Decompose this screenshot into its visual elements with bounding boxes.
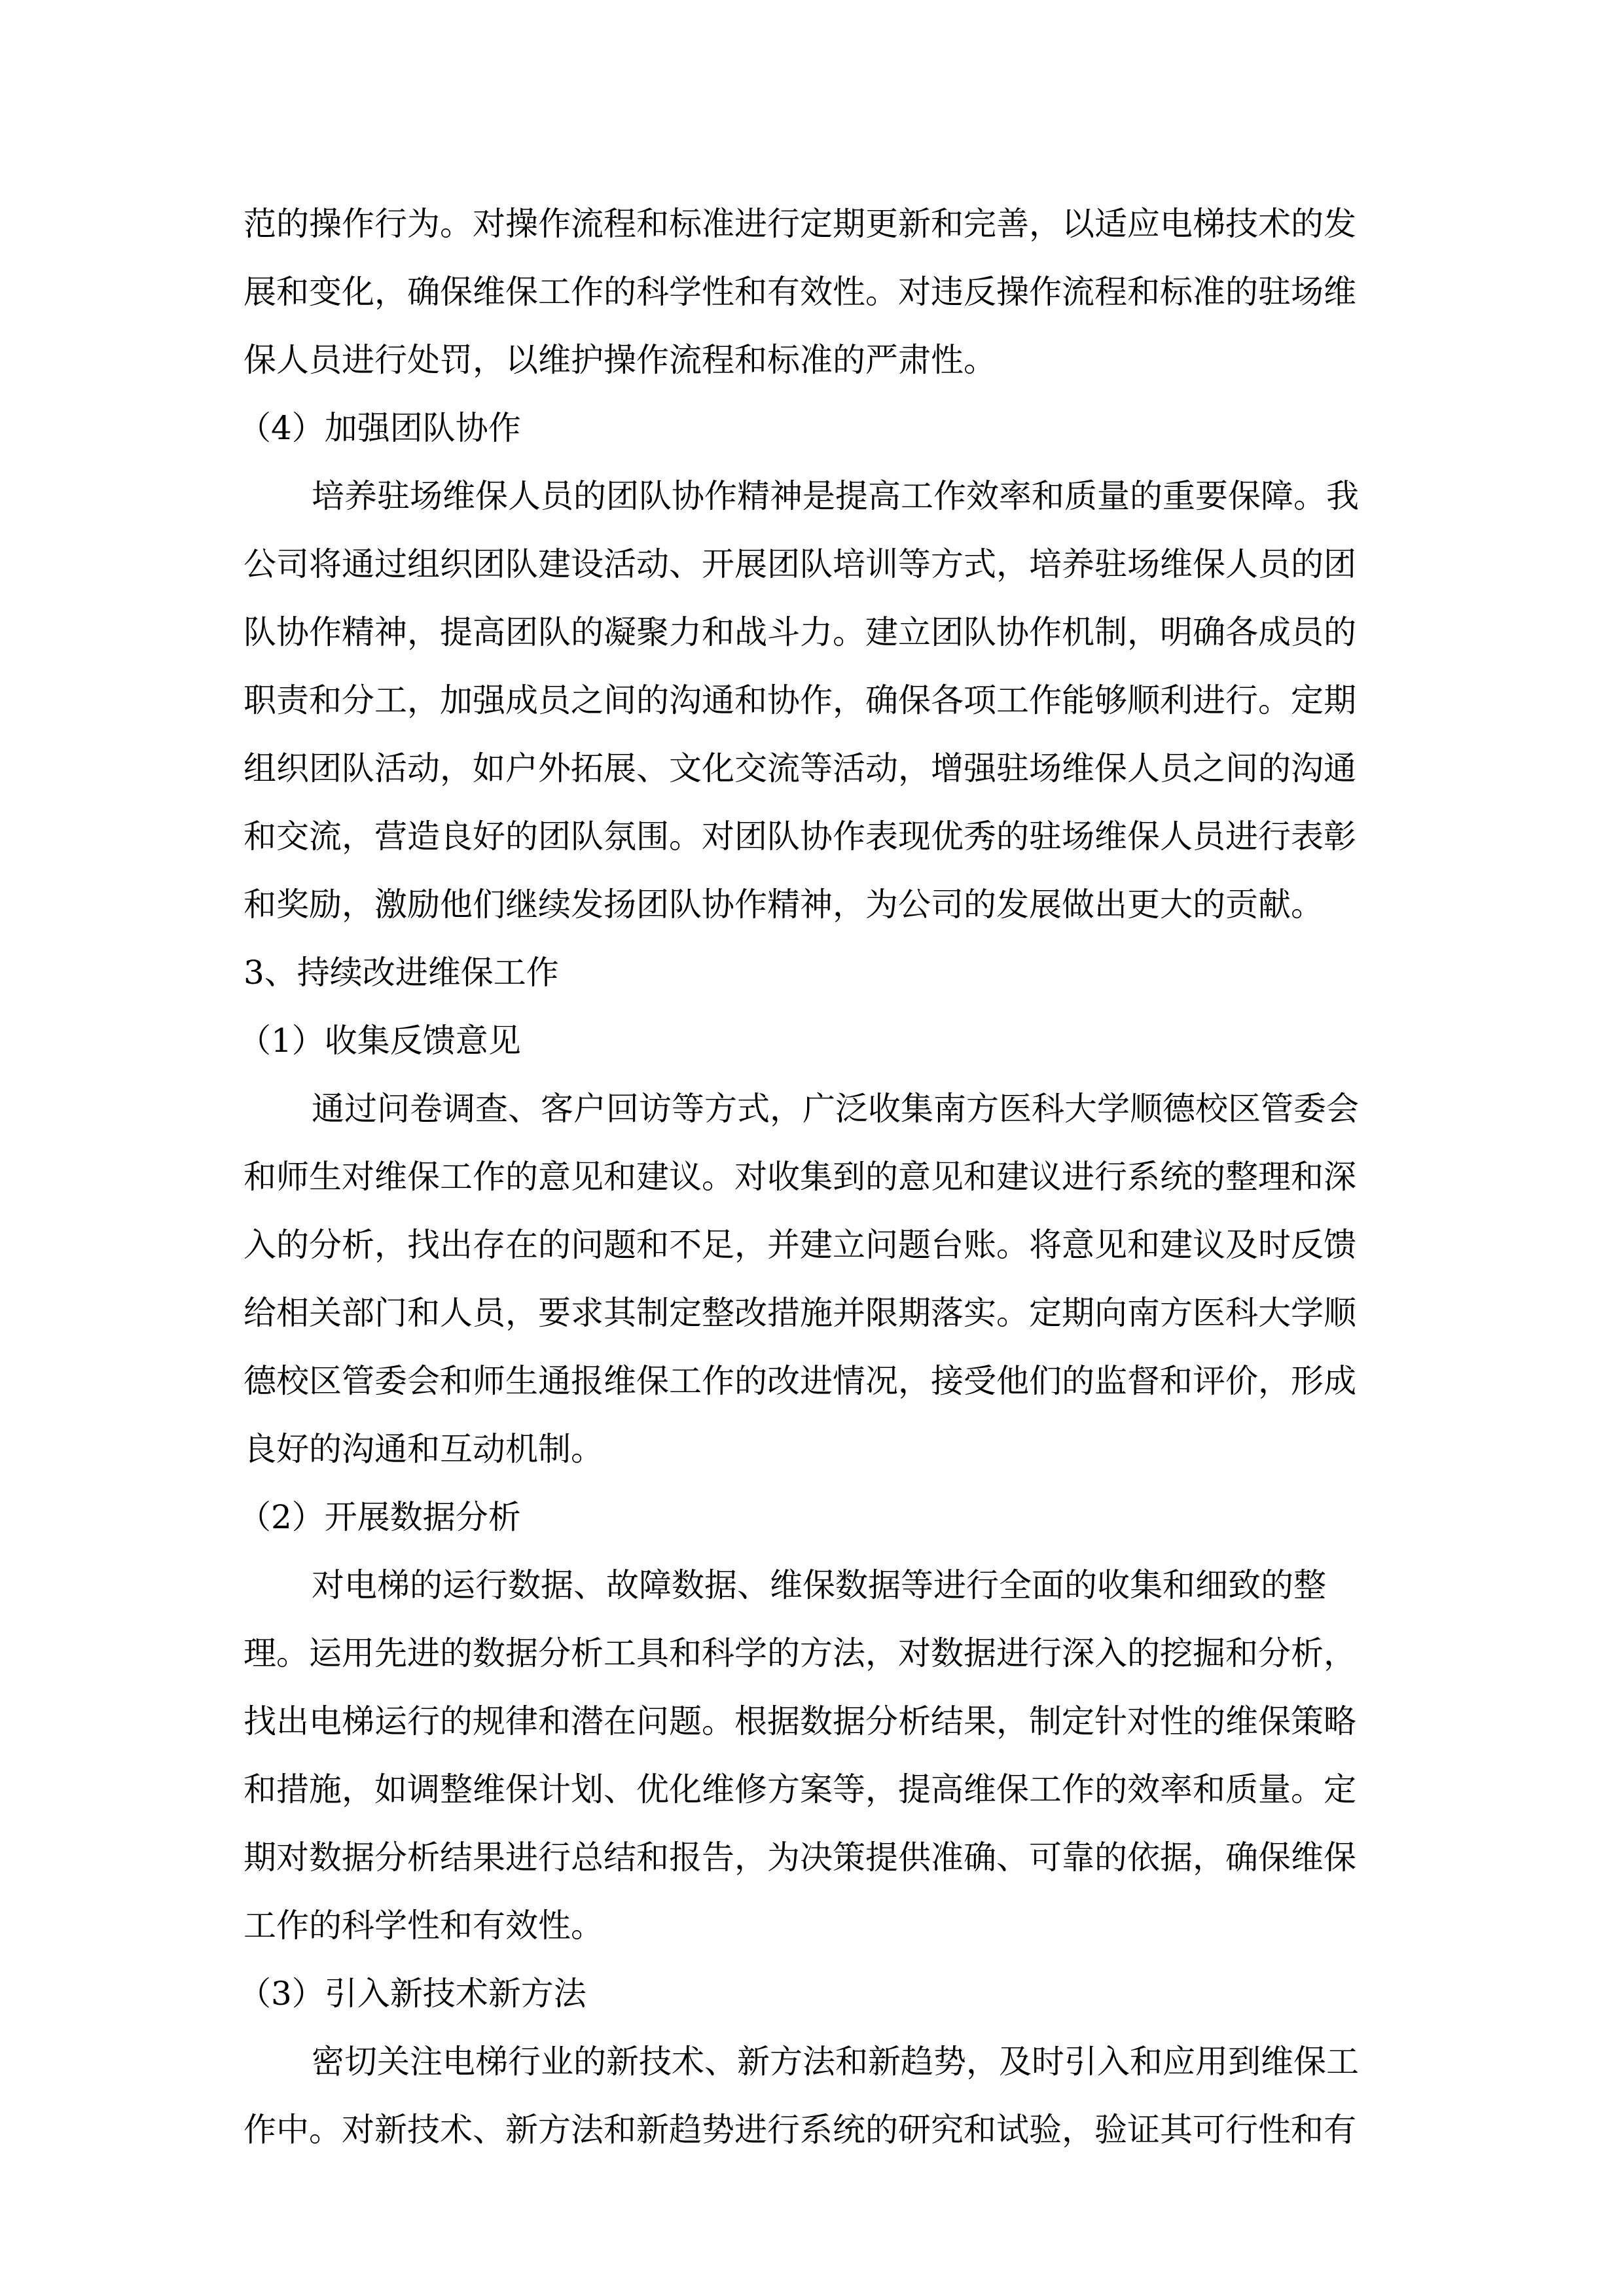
paragraph-data-analysis — [244, 1551, 1376, 1960]
paragraph-line: 范的操作行为。对操作流程和标准进行定期更新和完善，以适应电梯技术的发 — [244, 205, 1356, 243]
subheading-collect-feedback: （1）收集反馈意见 — [238, 1022, 521, 1060]
paragraph-line: 展和变化，确保维保工作的科学性和有效性。对违反操作流程和标准的驻场维 — [244, 273, 1356, 311]
paragraph-line: 职责和分工，加强成员之间的沟通和协作，确保各项工作能够顺利进行。定期 — [244, 681, 1356, 719]
paragraph-team-collaboration — [244, 462, 1376, 939]
paragraph-line: 期对数据分析结果进行总结和报告，为决策提供准确、可靠的依据，确保维保 — [244, 1839, 1356, 1876]
paragraph-line: 作中。对新技术、新方法和新趋势进行系统的研究和试验，验证其可行性和有 — [244, 2111, 1356, 2149]
paragraph-collect-feedback — [244, 1075, 1376, 1483]
paragraph-line: 和措施，如调整维保计划、优化维修方案等，提高维保工作的效率和质量。定 — [244, 1770, 1356, 1808]
paragraph-line: 理。运用先进的数据分析工具和科学的方法，对数据进行深入的挖掘和分析， — [244, 1634, 1356, 1672]
paragraph-line: 密切关注电梯行业的新技术、新方法和新趋势，及时引入和应用到维保工 — [312, 2043, 1359, 2081]
paragraph-line: 工作的科学性和有效性。 — [244, 1907, 604, 1945]
subheading-new-technology: （3）引入新技术新方法 — [238, 1975, 586, 2013]
paragraph-line: 保人员进行处罚，以维护操作流程和标准的严肃性。 — [244, 341, 996, 379]
paragraph-line: 培养驻场维保人员的团队协作精神是提高工作效率和质量的重要保障。我 — [312, 477, 1359, 515]
section-heading-continuous-improvement: 3、持续改进维保工作 — [244, 954, 559, 992]
paragraph-line: 通过问卷调查、客户回访等方式，广泛收集南方医科大学顺德校区管委会 — [312, 1090, 1359, 1128]
paragraph-line: 给相关部门和人员，要求其制定整改措施并限期落实。定期向南方医科大学顺 — [244, 1294, 1356, 1332]
paragraph-line: 公司将通过组织团队建设活动、开展团队培训等方式，培养驻场维保人员的团 — [244, 545, 1356, 583]
paragraph-line: 德校区管委会和师生通报维保工作的改进情况，接受他们的监督和评价，形成 — [244, 1362, 1356, 1400]
subheading-data-analysis: （2）开展数据分析 — [238, 1498, 521, 1536]
paragraph-line: 队协作精神，提高团队的凝聚力和战斗力。建立团队协作机制，明确各成员的 — [244, 613, 1356, 651]
paragraph-line: 对电梯的运行数据、故障数据、维保数据等进行全面的收集和细致的整 — [312, 1566, 1326, 1604]
paragraph-line: 和奖励，激励他们继续发扬团队协作精神，为公司的发展做出更大的贡献。 — [244, 886, 1324, 924]
document-body — [238, 190, 1376, 2164]
paragraph-new-technology — [244, 2028, 1376, 2164]
paragraph-line: 找出电梯运行的规律和潜在问题。根据数据分析结果，制定针对性的维保策略 — [244, 1702, 1356, 1740]
paragraph-line: 组织团队活动，如户外拓展、文化交流等活动，增强驻场维保人员之间的沟通 — [244, 749, 1356, 787]
paragraph-line: 和交流，营造良好的团队氛围。对团队协作表现优秀的驻场维保人员进行表彰 — [244, 817, 1356, 855]
paragraph-line: 良好的沟通和互动机制。 — [244, 1430, 604, 1468]
paragraph-standard-operations — [244, 190, 1376, 394]
paragraph-line: 入的分析，找出存在的问题和不足，并建立问题台账。将意见和建议及时反馈 — [244, 1226, 1356, 1264]
paragraph-line: 和师生对维保工作的意见和建议。对收集到的意见和建议进行系统的整理和深 — [244, 1158, 1356, 1196]
subheading-team-collaboration: （4）加强团队协作 — [238, 409, 521, 447]
